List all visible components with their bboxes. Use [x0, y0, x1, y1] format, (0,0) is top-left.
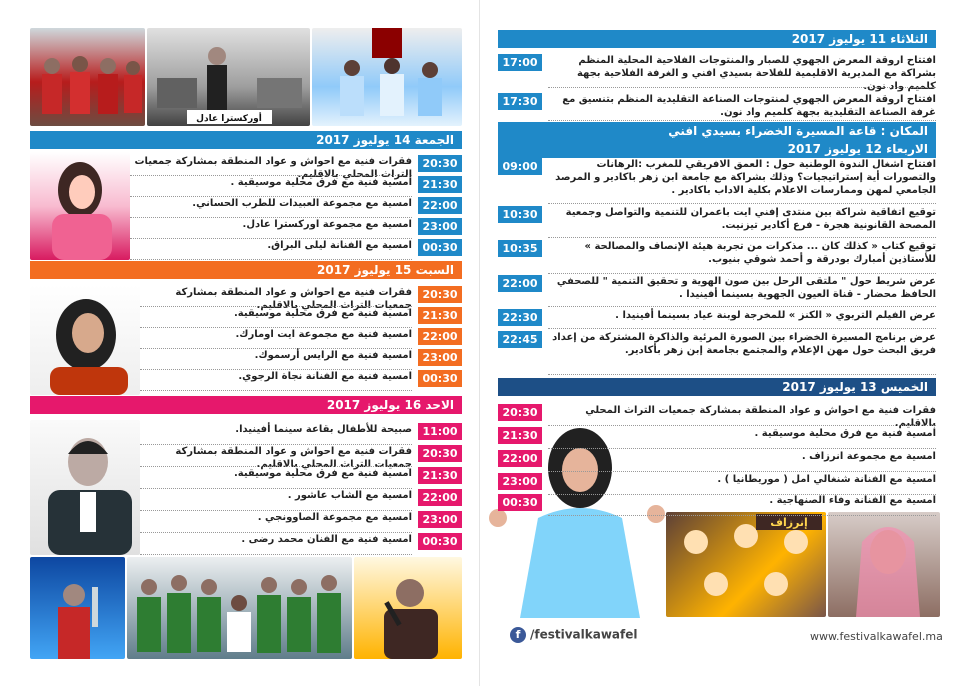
time-badge: 00:30 [498, 494, 542, 511]
schedule-row [498, 473, 936, 495]
poster-title: إنرزاف [770, 516, 808, 529]
schedule-row [130, 239, 462, 260]
schedule-row [498, 427, 936, 449]
row-divider [548, 237, 936, 238]
facebook-link[interactable]: f /festivalkawafel [510, 627, 638, 643]
time-badge: 00:30 [418, 533, 462, 550]
event-description: امسية مع مجموعة انرزاف . [801, 451, 936, 462]
row-divider [548, 515, 936, 516]
schedule-row [498, 331, 936, 375]
right-page [480, 0, 960, 686]
schedule-row [498, 450, 936, 472]
photo-leila-bourak [30, 152, 130, 260]
schedule-row [140, 533, 462, 555]
time-badge: 17:30 [498, 93, 542, 110]
photo-hassani-group [312, 28, 462, 126]
schedule-row [140, 349, 462, 370]
photo-singer-mic [354, 557, 462, 659]
row-divider [548, 374, 936, 375]
time-badge: 10:35 [498, 240, 542, 257]
event-description: عرض الفيلم التربوي « الكنز » للمخرجة لوبنة عياد بسينما أفينيدا . [615, 310, 936, 321]
time-badge: 09:00 [498, 158, 542, 175]
schedule-row [140, 489, 462, 511]
event-description: امسية مع الفنانة وفاء الصنهاجية . [769, 495, 936, 506]
event-description: امسية مع مجموعة العبيدات للطرب الحساني. [192, 198, 412, 209]
schedule-row [130, 218, 462, 239]
event-description: صبيحة للأطفال بقاعة سينما أفينيدا. [235, 424, 412, 435]
day-header-thursday: الخميس 13 يوليوز 2017 [498, 378, 936, 396]
event-description: امسية فنية مع الرايس أرسموك. [254, 350, 412, 361]
photo-group-singers [30, 28, 145, 126]
venue-bar: المكان : قاعة المسيرة الخضراء بسيدي افني [498, 122, 936, 140]
facebook-icon: f [510, 627, 526, 643]
time-badge: 23:00 [498, 473, 542, 490]
time-badge: 20:30 [498, 404, 542, 421]
schedule-row [130, 155, 462, 180]
schedule-row [140, 370, 462, 391]
photo-orchestra [147, 28, 310, 126]
schedule-row [130, 197, 462, 218]
time-badge: 17:00 [498, 54, 542, 71]
row-divider [548, 425, 936, 426]
event-description: افتتاح اروقة المعرض الجهوي لمنتوجات الصناعة التقليدية المنظم بتنسيق مع غرفة الصناعة التقليدية بجهة كلميم واد نون. [562, 94, 936, 118]
schedule-row [498, 206, 936, 238]
event-description: امسية فنية مع فرق محلية موسيقية. [233, 468, 412, 479]
schedule-row [498, 494, 936, 516]
time-badge: 22:30 [498, 309, 542, 326]
time-badge: 22:00 [498, 450, 542, 467]
schedule-row [498, 93, 936, 121]
day-header-saturday: السبت 15 يوليوز 2017 [30, 261, 462, 279]
time-badge: 22:45 [498, 331, 542, 348]
schedule-row [498, 158, 936, 204]
time-badge: 22:00 [498, 275, 542, 292]
time-badge: 11:00 [418, 423, 462, 440]
event-description: امسية مع الفنانة ليلى البراق. [267, 240, 412, 251]
event-description: افتتاح اشغال الندوة الوطنية حول : العمق الافريقي للمغرب :الرهانات والتصورات أية إستراتيجيات؟ وذلك بشراكة مع جامعة ابن زهر باكادير و المرصد الجامعي لمهن وممارسات الاعلام بكلية الاداب باكادير . [555, 159, 936, 196]
time-badge: 21:30 [418, 467, 462, 484]
time-badge: 20:30 [418, 445, 462, 462]
event-description: فقرات فنية مع احواش و عواد المنطقة بمشاركة جمعيات التراث المحلي بالاقليم. [175, 287, 412, 311]
schedule-row [498, 309, 936, 329]
time-badge: 22:00 [418, 197, 462, 214]
event-description: توقيع اتفاقية شراكة بين منتدى إفني ايت باعمران للتنمية والتواصل وجمعية المصحة القانونية هجرة - فرع أكادير تيزنيت. [565, 207, 936, 231]
time-badge: 20:30 [418, 155, 462, 172]
poster-inrzaf [666, 512, 826, 617]
schedule-row [498, 275, 936, 307]
event-description: عرض شريط حول " ملتقى الرحل بين صون الهوية و تحقيق التنمية " للصحفي الحافظ محضار - قناة العيون الجهوية بسينما أفينيدا . [556, 276, 936, 300]
time-badge: 20:30 [418, 286, 462, 303]
time-badge: 22:00 [418, 489, 462, 506]
schedule-row [140, 467, 462, 489]
event-description: امسية مع مجموعة الصاوونجي . [257, 512, 412, 523]
event-description: عرض برنامج المسيرة الخضراء بين الصورة المرئية والذاكرة المشتركة من إعداد فريق البحث حول مهن الإعلام والمجتمع بجامعة إبن زهر بأكادير. [552, 332, 936, 356]
schedule-row [140, 445, 462, 470]
schedule-row [140, 511, 462, 533]
time-badge: 22:00 [418, 328, 462, 345]
row-divider [548, 87, 936, 88]
schedule-row [498, 240, 936, 274]
time-badge: 21:30 [418, 307, 462, 324]
event-description: فقرات فنية مع احواش و عواد المنطقة بمشاركة جمعيات التراث المحلي بالاقليم. [585, 405, 936, 429]
row-divider [548, 306, 936, 307]
row-divider [548, 273, 936, 274]
photo-saounji-group [127, 557, 352, 659]
event-description: امسية فنية مع مجموعة ايت اومارك. [235, 329, 412, 340]
event-description: امسية فنية مع الفنانة نجاة الرجوي. [238, 371, 412, 382]
schedule-row [140, 328, 462, 349]
photo-cheb-achour [30, 557, 125, 659]
schedule-row [140, 307, 462, 328]
event-description: امسية فنية مع فرق محلية موسيقية. [233, 308, 412, 319]
photo-amal-chengali [828, 512, 940, 617]
row-divider [548, 120, 936, 121]
event-description: امسية فنية مع الفنان محمد رضى . [241, 534, 412, 545]
day-header-tuesday: الثلاثاء 11 يوليوز 2017 [498, 30, 936, 48]
photo-mohamed-reda [30, 420, 140, 555]
time-badge: 23:00 [418, 349, 462, 366]
row-divider [548, 203, 936, 204]
time-badge: 00:30 [418, 239, 462, 256]
day-header-friday: الجمعة 14 يوليوز 2017 [30, 131, 462, 149]
event-description: امسية مع مجموعة اوركسترا عادل. [242, 219, 412, 230]
row-divider [548, 448, 936, 449]
schedule-row [130, 176, 462, 197]
row-divider [548, 471, 936, 472]
day-header-wednesday: الاربعاء 12 يوليوز 2017 [498, 140, 936, 158]
event-description: توقيع كتاب « كذلك كان ... مذكرات من تجربة هيئة الإنصاف والمصالحة » للأستاذين أمبارك بودرقة و أحمد شوقي بنيوب. [584, 241, 936, 265]
time-badge: 23:00 [418, 511, 462, 528]
schedule-row [498, 404, 936, 429]
photo-najat-rajoui [30, 285, 140, 395]
schedule-row [498, 54, 936, 92]
time-badge: 21:30 [498, 427, 542, 444]
row-divider [548, 328, 936, 329]
event-description: فقرات فنية مع احواش و عواد المنطقة بمشاركة جمعيات التراث المحلي بالاقليم. [175, 446, 412, 470]
row-divider [130, 259, 412, 260]
event-description: امسية مع الشاب عاشور . [287, 490, 412, 501]
time-badge: 23:00 [418, 218, 462, 235]
time-badge: 00:30 [418, 370, 462, 387]
event-description: امسية مع الفنانة شنغالي امل ( موريطانيا ) . [717, 474, 936, 485]
time-badge: 21:30 [418, 176, 462, 193]
event-description: امسية فنية مع فرق محلية موسيقية . [754, 428, 936, 439]
event-description: افتتاح اروقة المعرض الجهوي للصبار والمنتوجات الفلاحية المحلية المنظم بشراكة مع المديرية الاقليمية للفلاحة بسيدي افني و الغرفة الفلاحية بجهة كلميم واد نون. [576, 55, 936, 92]
event-description: امسية فنية مع فرق محلية موسيقية . [230, 177, 412, 188]
day-header-sunday: الاحد 16 يوليوز 2017 [30, 396, 462, 414]
row-divider [140, 554, 412, 555]
schedule-row [140, 286, 462, 311]
schedule-row [140, 423, 462, 445]
event-description: فقرات فنية مع احواش و عواد المنطقة بمشاركة جمعيات التراث المحلي بالاقليم. [134, 156, 412, 180]
website-link[interactable]: www.festivalkawafel.ma [810, 630, 943, 643]
orchestra-sign: أوركسترا عادل [196, 114, 262, 124]
time-badge: 10:30 [498, 206, 542, 223]
row-divider [140, 390, 412, 391]
